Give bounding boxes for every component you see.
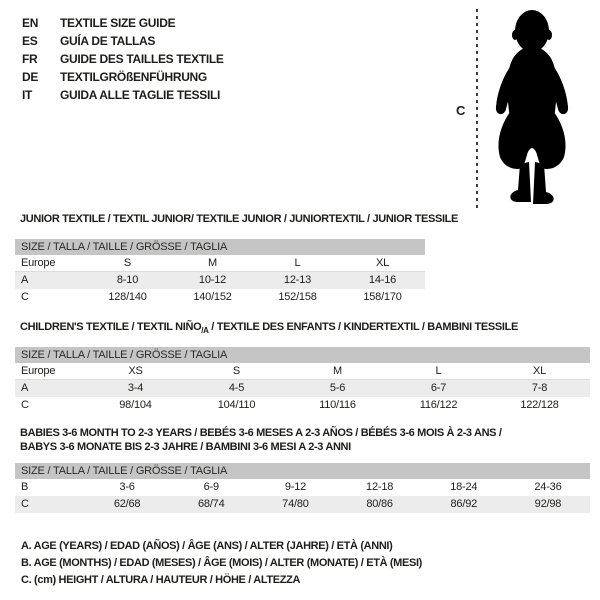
table-cell: 7-8 [531,382,548,394]
table-cell: 14-16 [368,274,397,286]
babies-size-table [15,463,590,513]
table-cell: L [294,257,301,269]
table-cell: 8-10 [116,274,139,286]
size-header-bar: SIZE / TALLA / TAILLE / GRÖSSE / TAGLIA [15,463,590,479]
table-cell: 110/116 [319,399,356,411]
children-size-table [15,347,590,414]
language-title: GUIDE DES TAILLES TEXTILE [60,52,224,66]
table-cell: 12-18 [366,481,394,493]
language-code: IT [22,88,33,102]
table-cell: M [333,365,342,377]
table-cell: 128/140 [108,291,147,303]
row-label: C [21,291,29,303]
size-header-bar: SIZE / TALLA / TAILLE / GRÖSSE / TAGLIA [15,239,425,255]
babies-title-line2: BABYS 3-6 MONATE BIS 2-3 JAHRE / BAMBINI 3-6 MESI A 2-3 ANNI [20,441,351,453]
table-row-b [15,479,590,496]
table-cell: 9-12 [284,481,307,493]
legend-line-b: B. AGE (MONTHS) / EDAD (MESES) / ÂGE (MOIS) / ALTER (MONATE) / ETÀ (MESI) [21,557,422,569]
table-cell: 158/170 [363,291,402,303]
language-row [22,50,224,68]
table-row-c [15,397,590,414]
junior-size-table [15,239,425,306]
row-label: Europe [21,365,56,377]
row-label: B [21,481,29,493]
table-cell: 86/92 [450,498,478,510]
children-title-pre: CHILDREN'S TEXTILE / TEXTIL NIÑO [20,321,202,333]
height-measure-dashed-line [476,9,478,210]
table-cell: 104/110 [217,399,256,411]
table-cell: 62/68 [113,498,141,510]
table-cell: M [208,257,217,269]
table-cell: 18-24 [450,481,478,493]
table-row-c [15,496,590,513]
language-title: TEXTILGRÖßENFÜHRUNG [60,70,207,84]
table-cell: 116/122 [419,399,458,411]
table-cell: S [123,257,132,269]
row-label: C [21,399,29,411]
row-label: A [21,382,29,394]
table-row-a [15,272,425,289]
table-cell: XS [128,365,143,377]
language-title: GUÍA DE TALLAS [60,34,156,48]
children-title-post: / TEXTILE DES ENFANTS / KINDERTEXTIL / BAMBINI TESSILE [208,321,518,333]
row-label: A [21,274,29,286]
table-cell: 3-4 [127,382,144,394]
language-title-list [22,14,224,104]
table-cell: S [232,365,241,377]
legend [21,538,422,589]
table-cell: 4-5 [228,382,245,394]
table-cell: 122/128 [520,399,559,411]
table-row-a [15,380,590,397]
table-cell: 6-9 [203,481,219,493]
table-cell: 92/98 [534,498,562,510]
table-cell: 10-12 [198,274,227,286]
table-cell: 68/74 [197,498,225,510]
language-code: FR [22,52,38,66]
height-measure-label: C [456,103,466,118]
table-cell: 98/104 [119,399,152,411]
baby-silhouette-icon [486,8,578,208]
table-cell: 74/80 [282,498,309,510]
language-row [22,68,224,86]
row-label: C [21,498,29,510]
language-code: DE [22,70,39,84]
language-row [22,14,224,32]
junior-section-title: JUNIOR TEXTILE / TEXTIL JUNIOR/ TEXTILE JUNIOR / JUNIORTEXTIL / JUNIOR TESSILE [20,213,459,225]
table-cell: 6-7 [430,382,447,394]
children-section-title [20,321,518,335]
table-row-c [15,289,425,306]
table-cell: L [435,365,442,377]
language-row [22,86,224,104]
table-cell: 140/152 [193,291,232,303]
language-code: EN [22,16,39,30]
language-title: GUIDA ALLE TAGLIE TESSILI [60,88,221,102]
table-cell: 12-13 [283,274,312,286]
row-label: Europe [21,257,56,269]
babies-section-title [20,426,595,454]
legend-line-a: A. AGE (YEARS) / EDAD (AÑOS) / ÂGE (ANS) / ALTER (JAHRE) / ETÀ (ANNI) [21,540,393,552]
table-cell: 24-36 [534,481,562,493]
language-title: TEXTILE SIZE GUIDE [60,16,176,30]
babies-title-line1: BABIES 3-6 MONTH TO 2-3 YEARS / BEBÉS 3-6 MESES A 2-3 AÑOS / BÉBÉS 3-6 MOIS À 2-3 ANS / [20,427,502,439]
language-row [22,32,224,50]
legend-line-c: C. (cm) HEIGHT / ALTURA / HAUTEUR / HÖHE / ALTEZZA [21,574,301,586]
table-cell: 152/158 [278,291,317,303]
language-code: ES [22,34,38,48]
table-cell: 80/86 [366,498,393,510]
table-row-europe [15,363,590,380]
size-header-bar: SIZE / TALLA / TAILLE / GRÖSSE / TAGLIA [15,347,590,363]
table-cell: 5-6 [329,382,346,394]
table-row-europe [15,255,425,272]
table-cell: XL [375,257,390,269]
table-cell: 3-6 [119,481,135,493]
children-title-subscript: /A [201,326,209,336]
table-cell: XL [532,365,547,377]
